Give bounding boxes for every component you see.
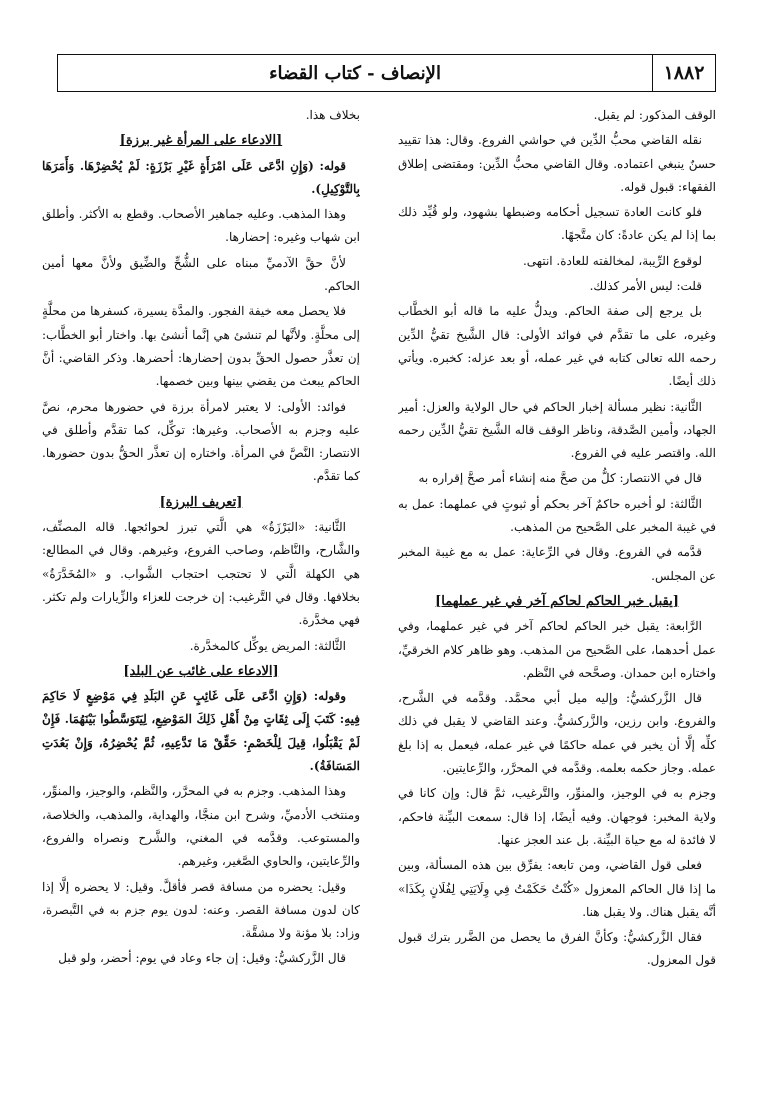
paragraph: لوقوع الرِّيبة، لمخالفته للعادة. انتهى. <box>522 253 702 268</box>
page-header <box>57 54 716 92</box>
right-column <box>398 104 716 1094</box>
quoted-text: وقوله: (وَإِنِ ادَّعَى عَلَى غَائِبٍ عَنِ البَلَدِ فِي مَوْضِعٍ لَا حَاكِمَ فِيهِ: كَتَبَ إِلَى ثِقَاتٍ مِنْ أَهْلِ ذَلِكَ المَوْضِعِ، لِيَتَوَسَّطُوا بَيْنَهُمَا. فَإِنْ لَمْ يَقْبَلُوا، قِيلَ لِلْخَصْمِ: حَقِّقْ مَا تَدَّعِيهِ، ثُمَّ يُحْضِرُهُ، وَإِنْ بَعُدَتِ المَسَافَةُ). <box>42 689 360 774</box>
section-heading: [الادعاء على غائب عن البلد] <box>123 663 279 679</box>
paragraph: نقله القاضي محبُّ الدِّين في حواشي الفروع. وقال: هذا تقييد حسنٌ ينبغي اعتماده. وقال القاضي محبُّ الدِّين: ومقتضى إطلاق الفقهاء: قبول قوله. <box>398 133 716 194</box>
paragraph: فلو كانت العادة تسجيل أحكامه وضبطها بشهود، ولو قُيِّد ذلك بما إذا لم يكن عادةً: كان متَّجهًا. <box>398 205 716 243</box>
paragraph: قال الزَّركشيُّ: وقيل: إن جاء وعاد في يوم: أحضر، ولو قبل <box>58 951 346 966</box>
paragraph: وهذا المذهب. وعليه جماهير الأصحاب. وقطع به الأكثر. وأطلق ابن شهاب وغيره: إحضارها. <box>42 207 360 245</box>
paragraph: قال الزَّركشيُّ: وإليه ميل أبي محمَّد. وقدَّمه في الشَّرح، والفروع. وابن رزين، والزَّركشيُّ. وعند القاضي لا يقبل في ذلك كلِّه إلَّا أن يخبر في عمله حاكمًا في غير عمله، فيعمل به إذا بلغ عمله. وجاز حكمه بعلمه. وقدَّمه في المحرَّر، والرِّعايتين. <box>398 691 716 776</box>
paragraph: فوائد: الأولى: لا يعتبر لامرأة برزة في حضورها محرم، نصَّ عليه وجزم به الأصحاب. وغيرها: توكِّل، كما تقدَّم وأطلق في الانتصار: النَّصَّ في المرأة. واختاره إن تعذَّر الحقُّ بدون حضورها. كما تقدَّم. <box>42 399 360 484</box>
paragraph: فعلى قول القاضي، ومن تابعه: يفرِّق بين هذه المسألة، وبين ما إذا قال الحاكم المعزول «كُنْتُ حَكَمْتُ فِي وِلَايَتِي لِفُلَانٍ بِكَذَا» أنَّه يقبل هناك. ولا يقبل هنا. <box>398 858 716 919</box>
paragraph: قال في الانتصار: كلُّ من صحَّ منه إنشاء أمر صحَّ إقراره به <box>418 471 702 486</box>
section-heading: [تعريف البرزة] <box>159 494 243 510</box>
section-heading: [يقبل خبر الحاكم لحاكم آخر في غير عملهما] <box>435 593 679 609</box>
quoted-text: قوله: (وَإِنِ ادَّعَى عَلَى امْرَأَةٍ غَيْرِ بَرْزَةٍ: لَمْ يُحْضِرْهَا. وَأَمَرَهَا بِالتَّوْكِيلِ). <box>42 158 360 196</box>
paragraph: الثَّالثة: لو أخبره حاكمٌ آخر بحكم أو ثبوتٍ في عملهما: عمل به في غيبة المخبر على الصَّحيح من المذهب. <box>398 496 716 535</box>
paragraph: بخلاف هذا. <box>305 108 360 122</box>
paragraph: وجزم به في الوجيز، والمنوِّر، والتَّرغيب، ثمَّ قال: وإن كانا في ولاية المخبر: فوجهان. وفيه أيضًا، إذا قال: سمعت البيِّنة فاحكم، لا فائدة له مع حياة البيِّنة. بل عند العجز عنها. <box>398 786 716 847</box>
paragraph: قلت: ليس الأمر كذلك. <box>589 279 702 294</box>
paragraph: وهذا المذهب. وجزم به في المحرَّر، والنَّظم، والوجيز، والمنوِّر، ومنتخب الأدميِّ، وشرح ابن منجَّا، والهداية، والمذهب، والخلاصة، والمستوعب. وقدَّمه في المغني، والشَّرح ونصراه والفروع، والرِّعايتين، والحاوي الصَّغير، وغيرهم. <box>42 784 360 869</box>
paragraph: الثَّانية: نظير مسألة إخبار الحاكم في حال الولاية والعزل: أمير الجهاد، وأمين الصَّدقة، وناظر الوقف قاله الشَّيخ تقيُّ الدِّين رحمه الله. واقتصر عليه في الفروع. <box>398 399 716 461</box>
paragraph: قدَّمه في الفروع. وقال في الرِّعاية: عمل به مع غيبة المخبر عن المجلس. <box>398 545 716 583</box>
section-heading: [الادعاء على المرأة غير برزة] <box>119 133 283 149</box>
paragraph: بل يرجع إلى صفة الحاكم. ويدلُّ عليه ما قاله أبو الخطَّاب وغيره، على ما تقدَّم في فوائد الأولى: قال الشَّيخ تقيُّ الدِّين رحمه الله تعالى كتابه في غير عمله، أو بعد عزله: كخبره. ويأتي ذلك أيضًا. <box>398 304 716 389</box>
paragraph: الثَّالثة: المريض يوكِّل كالمخدَّرة. <box>189 638 346 653</box>
left-column <box>42 104 360 1094</box>
paragraph: لأنَّ حقَّ الآدميِّ مبناه على الشُّحِّ والضِّيق ولأنَّ معها أمين الحاكم. <box>42 255 360 294</box>
paragraph: الرَّابعة: يقبل خبر الحاكم لحاكم آخر في غير عملهما، وفي عمل أحدهما، على الصَّحيح من المذهب. وهو ظاهر كلام الخرقيِّ، واختاره ابن حمدان. وصحَّحه في النَّظم. <box>398 619 716 680</box>
paragraph: فلا يحصل معه خيفة الفجور. والمدَّة يسيرة، كسفرها من محلَّةٍ إلى محلَّةٍ. ولأنَّها لم تنشئ هي إنَّما أنشئ بها. واختار أبو الخطَّاب: إن تعذَّر حصول الحقِّ بدون إحضارها: أحضرها. وذكر القاضي: أنَّ الحاكم يبعث من يقضي بينها وبين خصمها. <box>42 304 360 389</box>
page-number: ١٨٨٢ <box>652 55 715 91</box>
paragraph: الوقف المذكور: لم يقبل. <box>593 108 716 122</box>
paragraph: الثَّانية: «البَرْزَةُ» هي الَّتي تبرز لحوائجها. قاله المصنِّف، والشَّارح، والنَّاظم، وصاحب الفروع، وغيرهم. وقال في المطالع: هي الكهلة الَّتي لا تحتجب احتجاب الشَّواب. و «المُخَدَّرَةُ» بخلافها. وقال في التَّرغيب: إن خرجت للعزاء والزِّيارات ولم تكثر. فهي مخدَّرة. <box>42 520 360 628</box>
book-title: الإنصاف - كتاب القضاء <box>269 62 441 84</box>
paragraph: وقيل: يحضره من مسافة قصر فأقلَّ. وقيل: لا يحضره إلَّا إذا كان لدون مسافة القصر. وعنه: لدون يوم جزم به في التَّبصرة، وزاد: بلا مؤنة ولا مشقَّة. <box>42 879 360 941</box>
paragraph: فقال الزَّركشيُّ: وكأنَّ الفرق ما يحصل من الضَّرر بترك قبول قول المعزول. <box>398 930 716 968</box>
